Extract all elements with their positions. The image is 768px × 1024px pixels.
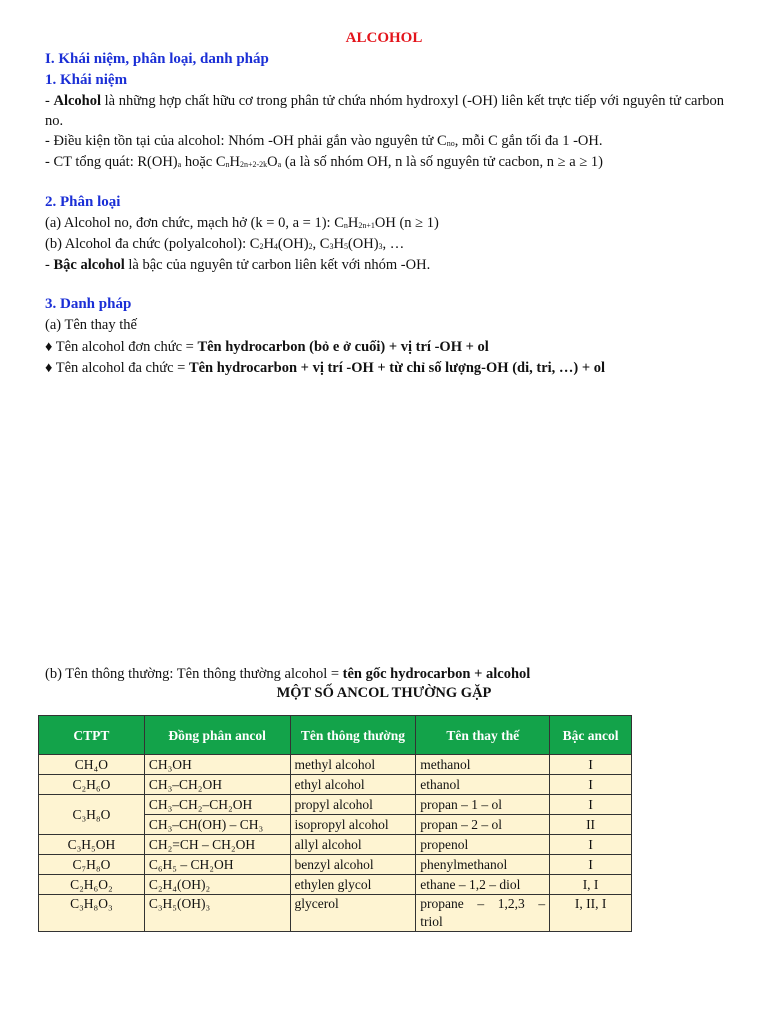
- cell-common: propyl alcohol: [290, 795, 416, 815]
- common-name-rule: (b) Tên thông thường: Tên thông thường alcohol = tên gốc hydrocarbon + alcohol: [45, 666, 531, 682]
- cell-iupac: propan – 2 – ol: [416, 815, 550, 835]
- cell-ctpt: C₃H₅OH: [39, 835, 145, 855]
- cell-ctpt: CH₄O: [39, 755, 145, 775]
- classification-a: (a) Alcohol no, đơn chức, mạch hở (k = 0, a = 1): $C_nH_{2n+1}OH$ (n ≥ 1): [45, 215, 439, 231]
- subheading-danh-phap: 3. Danh pháp: [45, 296, 132, 312]
- cell-degree: I: [550, 795, 632, 815]
- term-alcohol: Alcohol: [53, 93, 101, 109]
- cell-ctpt: C₂H₆O₂: [39, 875, 145, 895]
- cell-isomer: CH₃–CH₂OH: [144, 775, 290, 795]
- header-ctpt: CTPT: [39, 716, 145, 755]
- table-row: [39, 855, 632, 875]
- table-title: MỘT SỐ ANCOL THƯỜNG GẶP: [276, 685, 492, 701]
- cell-common: allyl alcohol: [290, 835, 416, 855]
- cell-degree: I: [550, 835, 632, 855]
- rule-monoalcohol: ♦ Tên alcohol đơn chức = Tên hydrocarbon (bỏ e ở cuối) + vị trí -OH + ol: [45, 339, 489, 355]
- cell-degree: I: [550, 855, 632, 875]
- cell-common: glycerol: [290, 895, 416, 932]
- header-degree: Bậc ancol: [550, 716, 632, 755]
- cell-degree: I: [550, 755, 632, 775]
- cell-degree: I, I: [550, 875, 632, 895]
- cell-iupac: propane – 1,2,3 – triol: [416, 895, 550, 932]
- cell-isomer: C₂H₄(OH)₂: [144, 875, 290, 895]
- cell-iupac: ethane – 1,2 – diol: [416, 875, 550, 895]
- cell-isomer: C₆H₅ – CH₂OH: [144, 855, 290, 875]
- header-isomer: Đồng phân ancol: [144, 716, 290, 755]
- cell-common: ethyl alcohol: [290, 775, 416, 795]
- cell-ctpt: C₃H₈O₃: [39, 895, 145, 932]
- cell-iupac: propan – 1 – ol: [416, 795, 550, 815]
- header-substitutive-name: Tên thay thế: [416, 716, 550, 755]
- document-title: ALCOHOL: [345, 30, 423, 46]
- cell-common: ethylen glycol: [290, 875, 416, 895]
- condition-line: - Điều kiện tồn tại của alcohol: Nhóm -OH phải gắn vào nguyên tử $C_{no}$, mỗi C gắn tối đa 1 -OH.: [45, 133, 603, 149]
- cell-iupac: propenol: [416, 835, 550, 855]
- cell-degree: I, II, I: [550, 895, 632, 932]
- cell-iupac: ethanol: [416, 775, 550, 795]
- definition-paragraph: - Alcohol là những hợp chất hữu cơ trong phân tử chứa nhóm hydroxyl (-OH) liên kết trực tiếp với nguyên tử carbon no.: [45, 93, 725, 129]
- cell-isomer: CH₃–CH(OH) – CH₃: [144, 815, 290, 835]
- table-row: [39, 875, 632, 895]
- table-row: [39, 895, 632, 932]
- alcohol-degree-line: - Bậc alcohol là bậc của nguyên tử carbon liên kết với nhóm -OH.: [45, 257, 431, 273]
- alcohol-table: [38, 715, 632, 932]
- table-row: [39, 755, 632, 775]
- cell-common: isopropyl alcohol: [290, 815, 416, 835]
- general-formula-line: - CT tổng quát: $R(OH)_a$ hoặc $C_nH_{2n+2-2k}O_a$ (a là số nhóm OH, n là số nguyên tử cacbon, n ≥ a ≥ 1): [45, 154, 603, 170]
- classification-b: (b) Alcohol đa chức (polyalcohol): $C_2H_4(OH)_2$, $C_3H_5(OH)_3$, …: [45, 236, 405, 252]
- section-heading-1: I. Khái niệm, phân loại, danh pháp: [45, 51, 269, 67]
- header-common-name: Tên thông thường: [290, 716, 416, 755]
- subheading-khai-niem: 1. Khái niệm: [45, 72, 128, 88]
- cell-isomer: CH₃–CH₂–CH₂OH: [144, 795, 290, 815]
- cell-common: methyl alcohol: [290, 755, 416, 775]
- cell-isomer: CH₃OH: [144, 755, 290, 775]
- table-row: [39, 775, 632, 795]
- cell-ctpt: C₇H₈O: [39, 855, 145, 875]
- cell-isomer: C₃H₅(OH)₃: [144, 895, 290, 932]
- cell-iupac: methanol: [416, 755, 550, 775]
- cell-common: benzyl alcohol: [290, 855, 416, 875]
- cell-ctpt: C₃H₈O: [39, 795, 145, 835]
- cell-degree: I: [550, 775, 632, 795]
- cell-degree: II: [550, 815, 632, 835]
- cell-isomer: CH₂=CH – CH₂OH: [144, 835, 290, 855]
- subheading-phan-loai: 2. Phân loại: [45, 194, 121, 210]
- cell-ctpt: C₂H₆O: [39, 775, 145, 795]
- cell-iupac: phenylmethanol: [416, 855, 550, 875]
- table-row: [39, 795, 632, 815]
- substitutive-name-label: (a) Tên thay thế: [45, 317, 137, 333]
- table-row: [39, 835, 632, 855]
- table-header-row: [39, 716, 632, 755]
- rule-polyalcohol: ♦ Tên alcohol đa chức = Tên hydrocarbon + vị trí -OH + từ chỉ số lượng-OH (di, tri, …) + ol: [45, 360, 606, 376]
